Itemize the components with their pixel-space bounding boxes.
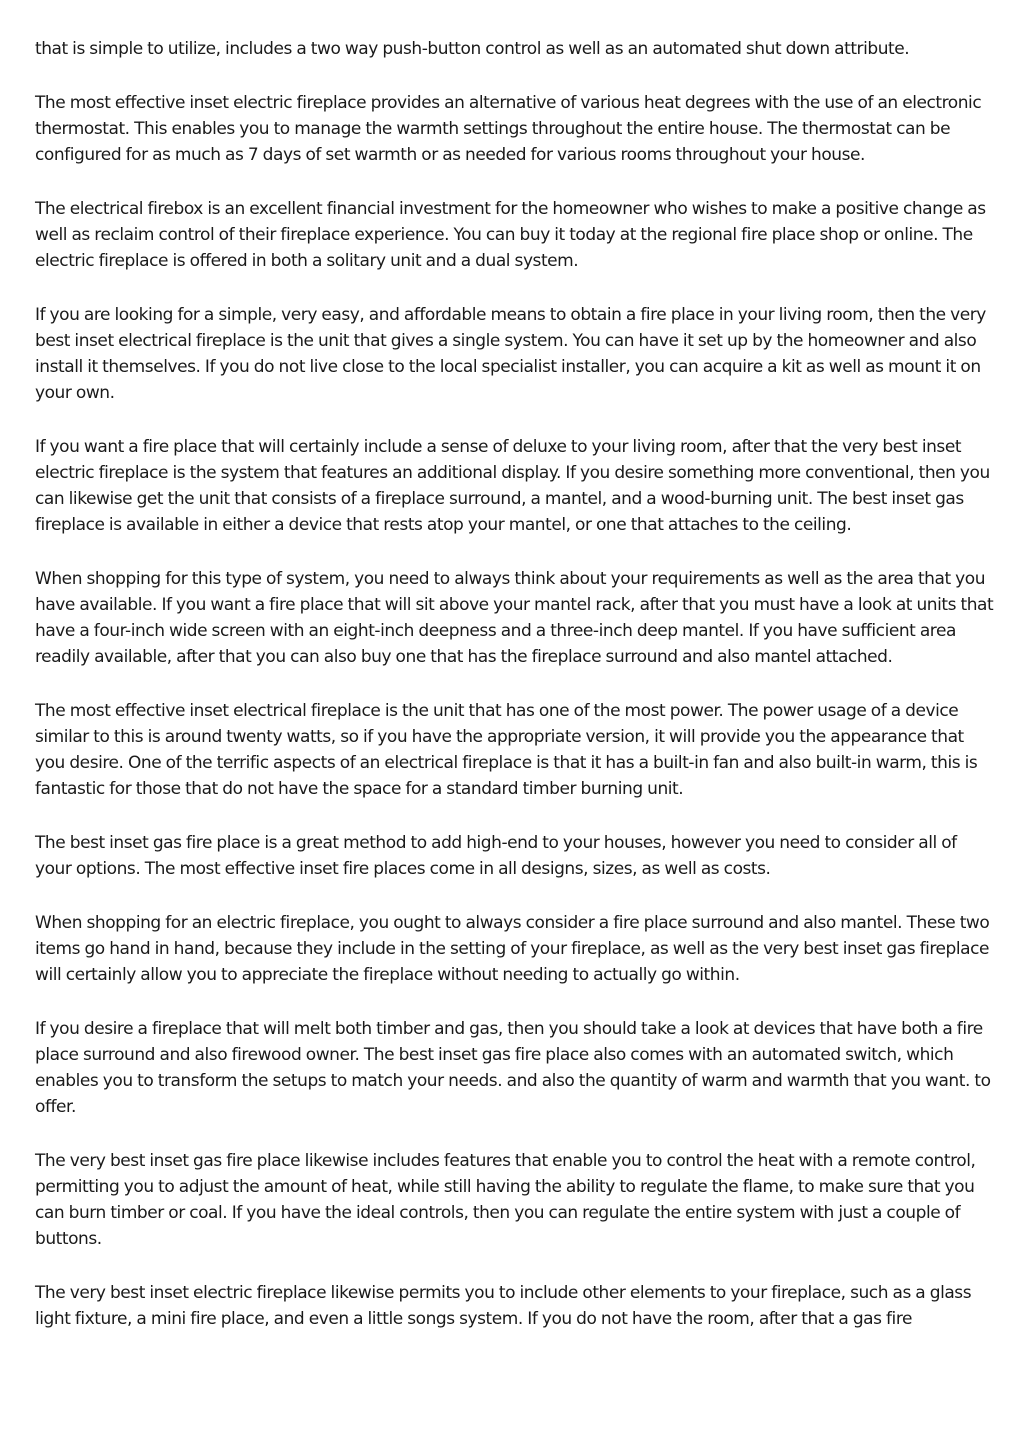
paragraph-5: If you want a fire place that will certainly include a sense of deluxe to your living room, after that the very best inset electric fireplace is the system that features an additional display. If you desire something more conventional, then you can likewise get the unit that consists of a fireplace surround, a mantel, and a wood-burning unit. The best inset gas fireplace is available in either a device that rests atop your mantel, or one that attaches to the ceiling.	[35, 437, 990, 535]
paragraph-4: If you are looking for a simple, very easy, and affordable means to obtain a fire place in your living room, then the very best inset electrical fireplace is the unit that gives a single system. You can have it set up by the homeowner and also install it themselves. If you do not live close to the local specialist installer, you can acquire a kit as well as mount it on your own.	[35, 305, 986, 403]
paragraph-3: The electrical firebox is an excellent financial investment for the homeowner who wishes to make a positive change as well as reclaim control of their fireplace experience. You can buy it today at the regional fire place shop or online. The electric fireplace is offered in both a solitary unit and a dual system.	[35, 199, 986, 271]
paragraph-2: The most effective inset electric fireplace provides an alternative of various heat degrees with the use of an electronic thermostat. This enables you to manage the warmth settings throughout the entire house. The thermostat can be configured for as much as 7 days of set warmth or as needed for various rooms throughout your house.	[35, 93, 982, 165]
paragraph-7: The most effective inset electrical fireplace is the unit that has one of the most power. The power usage of a device similar to this is around twenty watts, so if you have the appropriate version, it will provide you the appearance that you desire. One of the terrific aspects of an electrical fireplace is that it has a built-in fan and also built-in warm, this is fantastic for those that do not have the space for a standard timber burning unit.	[35, 701, 978, 799]
paragraph-12: The very best inset electric fireplace likewise permits you to include other elements to your fireplace, such as a glass light fixture, a mini fire place, and even a little songs system. If you do not have the room, after that a gas fire	[35, 1283, 972, 1329]
paragraph-10: If you desire a fireplace that will melt both timber and gas, then you should take a look at devices that have both a fire place surround and also firewood owner. The best inset gas fire place also comes with an automated switch, which enables you to transform the setups to match your needs. and also the quantity of warm and warmth that you want. to offer.	[35, 1019, 991, 1117]
paragraph-9: When shopping for an electric fireplace, you ought to always consider a fire place surround and also mantel. These two items go hand in hand, because they include in the setting of your fireplace, as well as the very best inset gas fireplace will certainly allow you to appreciate the fireplace without needing to actually go within.	[35, 913, 990, 985]
paragraph-11: The very best inset gas fire place likewise includes features that enable you to control the heat with a remote control, permitting you to adjust the amount of heat, while still having the ability to regulate the flame, to make sure that you can burn timber or coal. If you have the ideal controls, then you can regulate the entire system with just a couple of buttons.	[35, 1151, 976, 1249]
paragraph-1: that is simple to utilize, includes a two way push-button control as well as an automated shut down attribute.	[35, 39, 910, 59]
document-page	[35, 36, 995, 1360]
paragraph-8: The best inset gas fire place is a great method to add high-end to your houses, however you need to consider all of your options. The most effective inset fire places come in all designs, sizes, as well as costs.	[35, 833, 957, 879]
paragraph-6: When shopping for this type of system, you need to always think about your requirements as well as the area that you have available. If you want a fire place that will sit above your mantel rack, after that you must have a look at units that have a four-inch wide screen with an eight-inch deepness and a three-inch deep mantel. If you have sufficient area readily available, after that you can also buy one that has the fireplace surround and also mantel attached.	[35, 569, 994, 667]
